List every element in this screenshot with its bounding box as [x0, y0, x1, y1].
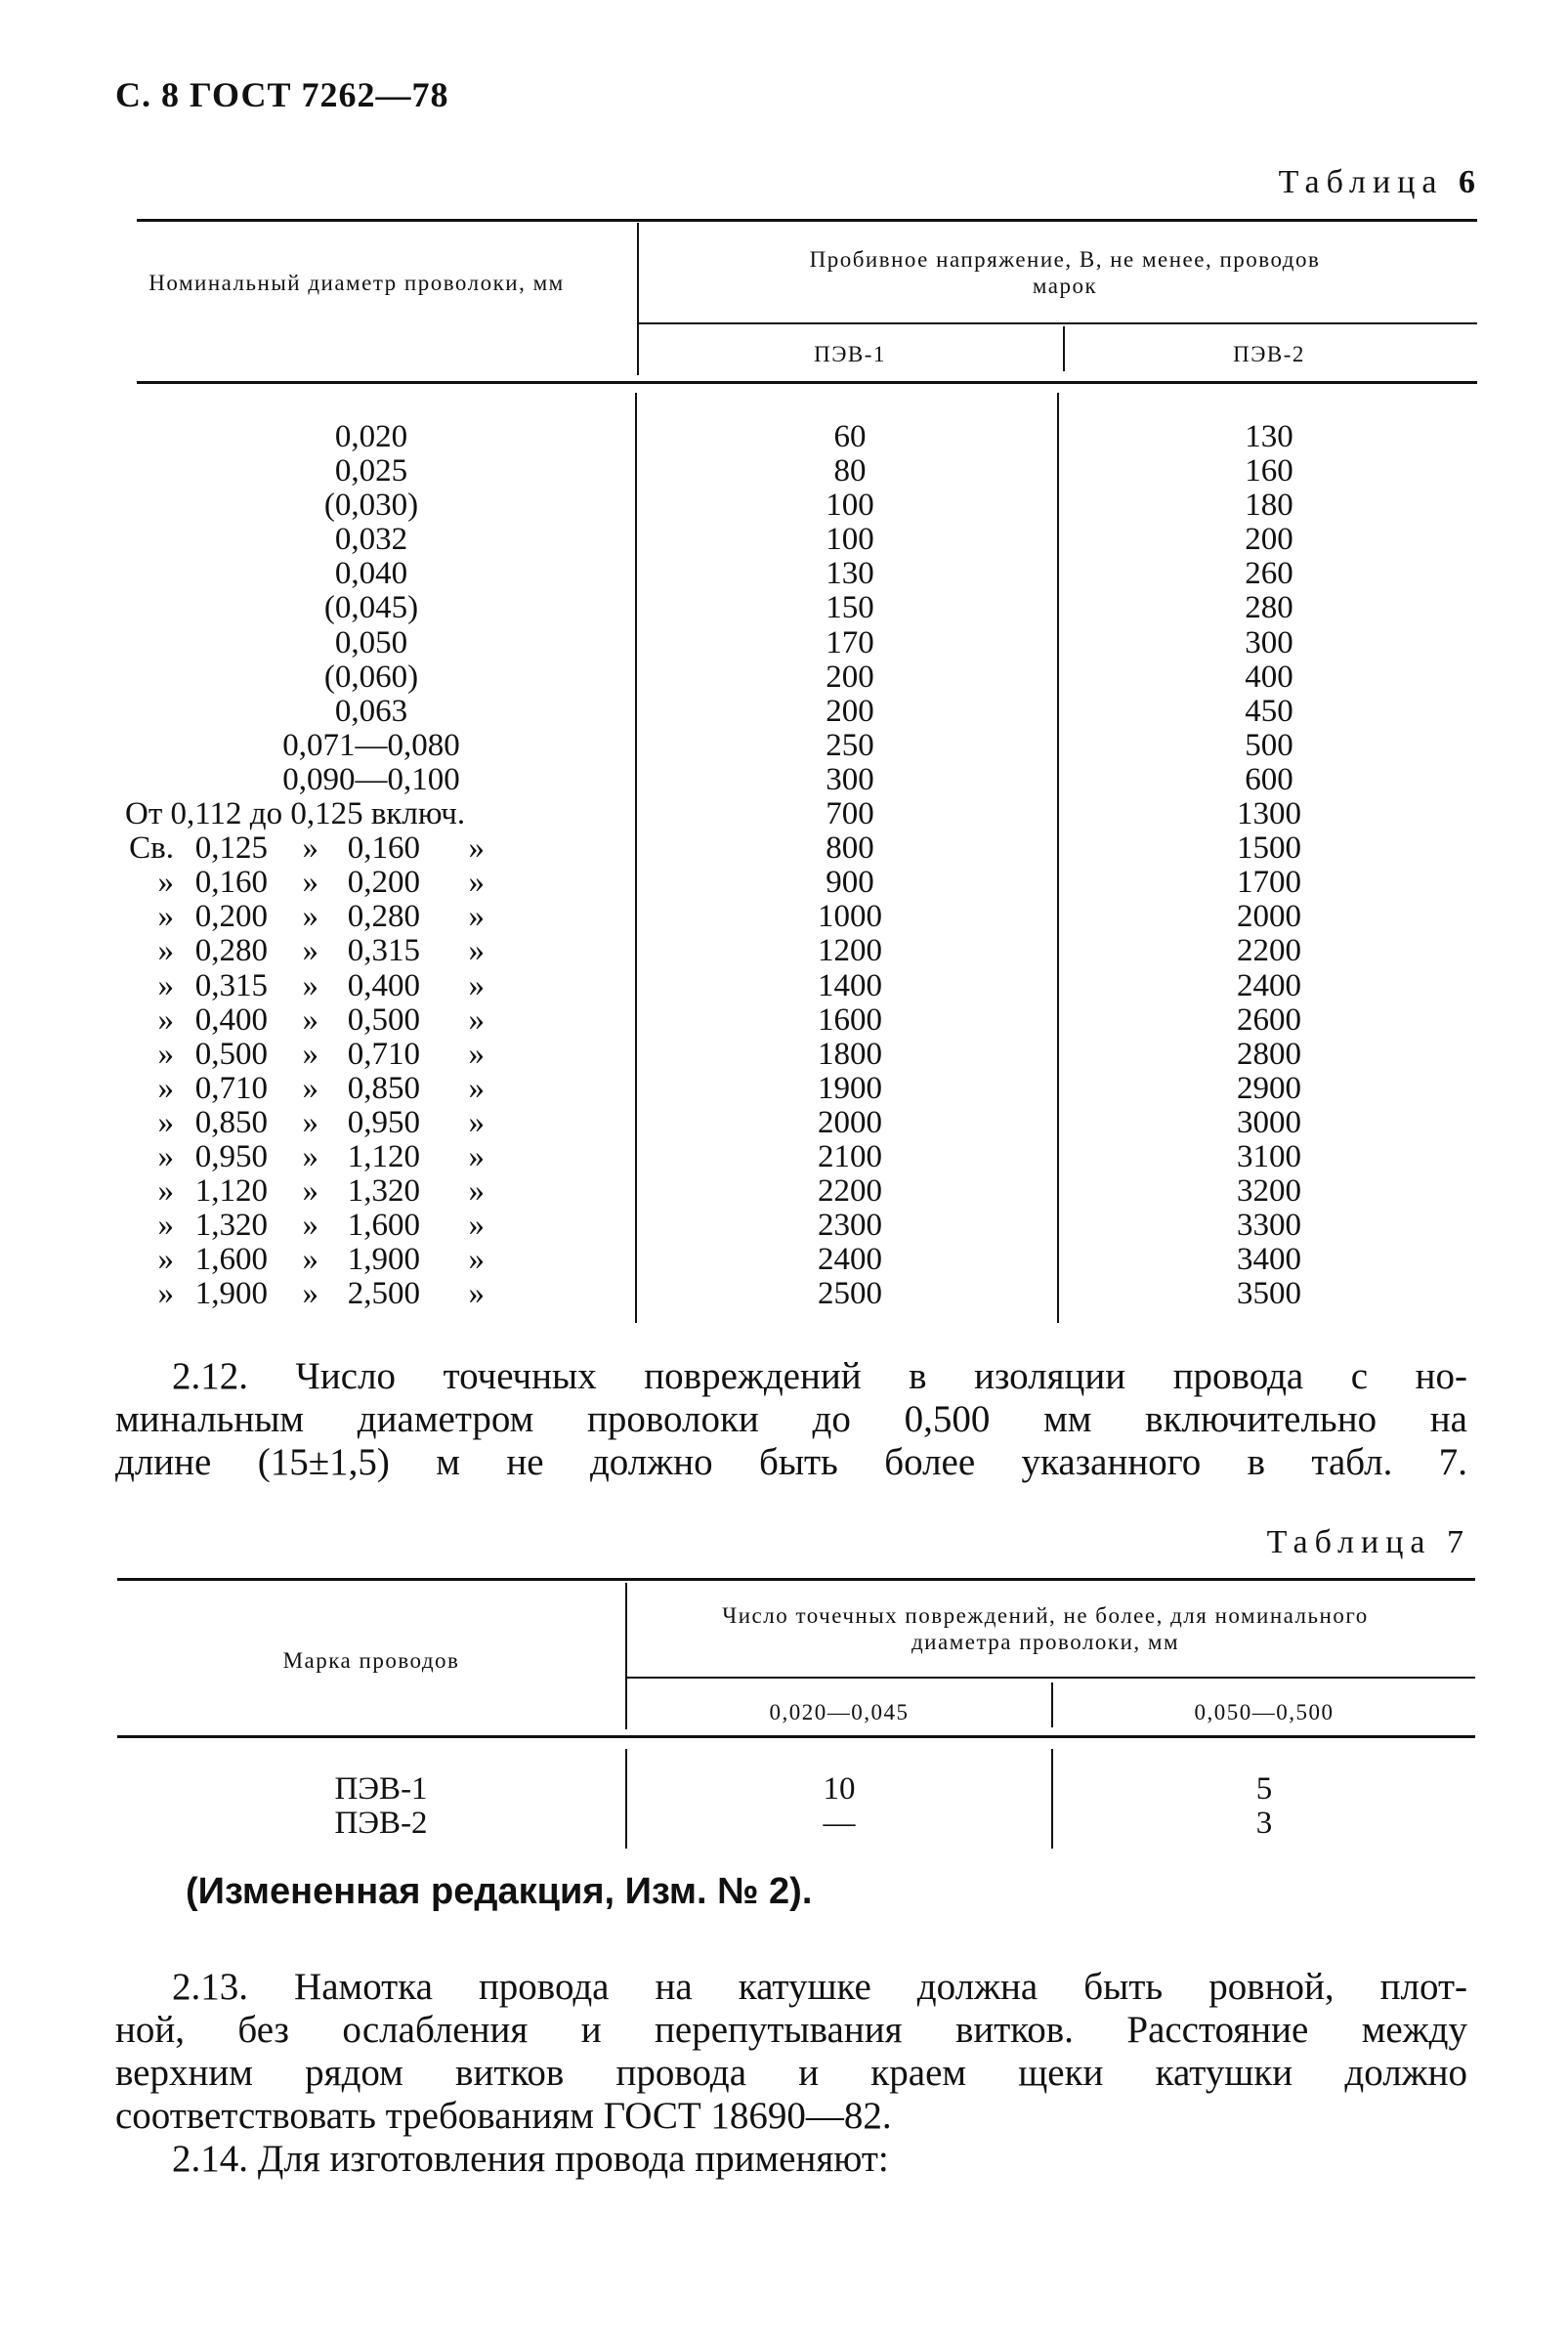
- table7-cell-range2: 3: [1255, 1806, 1273, 1842]
- table6-subheader-vline: [1063, 326, 1065, 371]
- table6-cell-pev2: 600: [1245, 761, 1293, 797]
- table7-cell-brand: ПЭВ-2: [334, 1806, 428, 1842]
- table6-cell-pev1: 1000: [818, 899, 882, 935]
- table6-cell-pev2: 2800: [1237, 1036, 1301, 1072]
- paragraph-line: ной, без ослабления и перепутывания витков. Расстояние между: [115, 2009, 1467, 2051]
- table7-header-bottom-rule: [117, 1735, 1475, 1738]
- ditto-mark: »: [302, 1138, 318, 1174]
- ditto-mark: »: [468, 1208, 485, 1244]
- table6-row-diameter: (0,030): [323, 488, 419, 524]
- paragraph-line: 2.14. Для изготовления провода применяют:: [172, 2138, 889, 2180]
- table6-row-diameter-range: [117, 1174, 606, 1209]
- table6-cell-pev2: 1500: [1237, 830, 1301, 867]
- table6-header-bottom-rule: [137, 381, 1477, 384]
- table6-cell-pev1: 1200: [818, 933, 882, 969]
- table6-row-diameter: 0,063: [334, 693, 408, 729]
- page-header: С. 8 ГОСТ 7262—78: [115, 75, 449, 114]
- ditto-mark: »: [468, 865, 485, 901]
- table6-row-diameter-range: [117, 1072, 606, 1106]
- range-to: 0,400: [347, 967, 420, 1003]
- range-prefix: Св.: [129, 830, 174, 867]
- range-from: 0,160: [194, 865, 268, 901]
- range-from: 0,125: [194, 830, 268, 867]
- table7-cell-range1: 10: [823, 1771, 856, 1807]
- range-from: 0,200: [194, 899, 268, 935]
- ditto-mark: »: [302, 1173, 318, 1210]
- table6-caption: [1153, 164, 1475, 201]
- table6-subheader-rule: [639, 322, 1477, 324]
- ditto-mark: »: [302, 1242, 318, 1278]
- table6-cell-pev1: 2300: [818, 1208, 882, 1244]
- table6-cell-pev1: 200: [826, 693, 874, 729]
- table6-cell-pev1: 170: [826, 624, 874, 660]
- table7-brand-column: [195, 1772, 567, 1841]
- paragraph-line: соответствовать требованиям ГОСТ 18690—82.: [115, 2095, 892, 2137]
- table6-cell-pev2: 450: [1245, 693, 1293, 729]
- ditto-mark: »: [157, 1070, 174, 1106]
- table6-cell-pev2: 3300: [1237, 1208, 1301, 1244]
- ditto-mark: »: [302, 1070, 318, 1106]
- ditto-mark: »: [157, 1036, 174, 1072]
- table6-row-diameter-range: [117, 1277, 606, 1311]
- table6-cell-pev2: 300: [1245, 624, 1293, 660]
- table7-subheader-rule: [627, 1677, 1475, 1679]
- range-to: 0,315: [347, 933, 420, 969]
- range-from: 1,600: [194, 1242, 268, 1278]
- table6-row-diameter-range: [117, 1106, 606, 1140]
- range-to: 0,950: [347, 1104, 420, 1140]
- paragraph-2-14: [115, 2138, 1467, 2181]
- ditto-mark: »: [468, 899, 485, 935]
- ditto-mark: »: [157, 1276, 174, 1312]
- table6-row-diameter-range: [117, 969, 606, 1003]
- table6-cell-pev1: 150: [826, 590, 874, 626]
- ditto-mark: »: [468, 1173, 485, 1210]
- table7-col-range2-header: 0,050—0,500: [1194, 1700, 1335, 1724]
- range-to: 0,850: [347, 1070, 420, 1106]
- table6-caption-number: 6: [1459, 164, 1475, 200]
- ditto-mark: »: [302, 899, 318, 935]
- range-to: 0,710: [347, 1036, 420, 1072]
- table6-row-diameter: 0,025: [334, 453, 408, 489]
- table6-cell-pev1: 700: [826, 796, 874, 832]
- range-to: 1,900: [347, 1242, 420, 1278]
- table6-cell-pev1: 200: [826, 659, 874, 695]
- table6-row-diameter: 0,071—0,080: [282, 727, 460, 763]
- table6-row-diameter: (0,060): [323, 659, 419, 695]
- table7-range2-column: [1057, 1772, 1471, 1841]
- table6-cell-pev2: 400: [1245, 659, 1293, 695]
- paragraph-line: минальным диаметром проволоки до 0,500 мм включительно на: [115, 1398, 1467, 1440]
- table6-cell-pev2: 200: [1245, 522, 1293, 558]
- table6-cell-pev1: 1400: [818, 967, 882, 1003]
- range-from: 0,400: [194, 1001, 268, 1038]
- table6-top-rule: [137, 219, 1477, 222]
- table6-row-diameter: 0,090—0,100: [282, 761, 460, 797]
- table6-cell-pev1: 100: [826, 488, 874, 524]
- paragraph-2-13: [115, 1966, 1467, 2138]
- table6-cell-pev2: 2400: [1237, 967, 1301, 1003]
- range-to: 0,500: [347, 1001, 420, 1038]
- table7-top-rule: [117, 1578, 1475, 1581]
- paragraph-line: длине (15±1,5) м не должно быть более указанного в табл. 7.: [115, 1441, 1467, 1483]
- ditto-mark: »: [157, 1173, 174, 1210]
- table7-cell-range2: 5: [1255, 1771, 1273, 1807]
- ditto-mark: »: [302, 1001, 318, 1038]
- range-from: 0,950: [194, 1138, 268, 1174]
- table7-col-range1-header: 0,020—0,045: [769, 1700, 910, 1724]
- table6-cell-pev2: 2000: [1237, 899, 1301, 935]
- table7-caption-word: Таблица: [1266, 1524, 1432, 1560]
- range-to: 1,120: [347, 1138, 420, 1174]
- table7-cell-brand: ПЭВ-1: [334, 1771, 428, 1807]
- ditto-mark: »: [157, 1001, 174, 1038]
- range-to: 0,200: [347, 865, 420, 901]
- table6-col-pev1-header: ПЭВ-1: [814, 342, 886, 366]
- ditto-mark: »: [468, 1276, 485, 1312]
- table6-header-vline: [637, 223, 639, 375]
- table7-caption-number: 7: [1447, 1524, 1470, 1560]
- table6-cell-pev1: 2500: [818, 1276, 882, 1312]
- paragraph-2-12: [115, 1355, 1467, 1484]
- table6-col-voltage-header: Пробивное напряжение, В, не менее, проводов марок: [809, 247, 1321, 298]
- range-from: 0,500: [194, 1036, 268, 1072]
- ditto-mark: »: [302, 830, 318, 867]
- table6-cell-pev2: 3400: [1237, 1242, 1301, 1278]
- table6-cell-pev2: 1700: [1237, 865, 1301, 901]
- ditto-mark: »: [157, 865, 174, 901]
- ditto-mark: »: [157, 899, 174, 935]
- table6-cell-pev2: 180: [1245, 488, 1293, 524]
- table6-body-vline-1: [635, 393, 637, 1323]
- table6-cell-pev1: 2400: [818, 1242, 882, 1278]
- ditto-mark: »: [302, 1208, 318, 1244]
- table6-cell-pev2: 2900: [1237, 1070, 1301, 1106]
- table6-cell-pev2: 500: [1245, 727, 1293, 763]
- ditto-mark: »: [468, 1104, 485, 1140]
- table7-header-vline: [625, 1583, 627, 1729]
- paragraph-line: 2.12. Число точечных повреждений в изоляции провода с но-: [172, 1355, 1467, 1397]
- table6-row-diameter-range: [117, 831, 606, 866]
- ditto-mark: »: [157, 1104, 174, 1140]
- table6-cell-pev1: 2000: [818, 1104, 882, 1140]
- ditto-mark: »: [468, 967, 485, 1003]
- range-to: 1,600: [347, 1208, 420, 1244]
- ditto-mark: »: [468, 933, 485, 969]
- table6-row-diameter: 0,040: [334, 556, 408, 592]
- table6-row-diameter-range: [117, 1243, 606, 1277]
- ditto-mark: »: [302, 933, 318, 969]
- table6-row-diameter-range: [117, 900, 606, 934]
- table6-cell-pev1: 80: [833, 453, 867, 489]
- table6-cell-pev1: 900: [826, 865, 874, 901]
- table6-cell-pev1: 300: [826, 761, 874, 797]
- paragraph-line: верхним рядом витков провода и краем щеки катушки должно: [115, 2052, 1467, 2094]
- ditto-mark: »: [302, 1276, 318, 1312]
- table6-cell-pev1: 2200: [818, 1173, 882, 1210]
- table6-cell-pev2: 3100: [1237, 1138, 1301, 1174]
- table6-body-vline-2: [1057, 393, 1059, 1323]
- range-from: 0,315: [194, 967, 268, 1003]
- range-from: 1,320: [194, 1208, 268, 1244]
- table7-caption: [1123, 1524, 1470, 1561]
- range-from: 0,710: [194, 1070, 268, 1106]
- table7-col-brand-header: Марка проводов: [282, 1648, 460, 1673]
- ditto-mark: »: [468, 1138, 485, 1174]
- table6-cell-pev2: 260: [1245, 556, 1293, 592]
- table6-row-diameter-range: [117, 1140, 606, 1174]
- table6-row-diameter-range: [117, 1209, 606, 1243]
- table6-diameter-column: [117, 420, 606, 1311]
- ditto-mark: »: [157, 967, 174, 1003]
- range-to: 1,320: [347, 1173, 420, 1210]
- ditto-mark: »: [468, 830, 485, 867]
- ditto-mark: »: [468, 1070, 485, 1106]
- table6-pev2-column: [1069, 420, 1469, 1311]
- ditto-mark: »: [157, 1242, 174, 1278]
- table7-range1-column: [631, 1772, 1047, 1841]
- ditto-mark: »: [468, 1036, 485, 1072]
- ditto-mark: »: [157, 1208, 174, 1244]
- table6-cell-pev1: 250: [826, 727, 874, 763]
- table6-cell-pev2: 280: [1245, 590, 1293, 626]
- table6-cell-pev1: 2100: [818, 1138, 882, 1174]
- table6-row-diameter: 0,032: [334, 522, 408, 558]
- table7-cell-range1: —: [823, 1806, 856, 1842]
- table6-cell-pev1: 800: [826, 830, 874, 867]
- table6-row-diameter: 0,050: [334, 624, 408, 660]
- range-to: 2,500: [347, 1276, 420, 1312]
- range-to: 0,280: [347, 899, 420, 935]
- ditto-mark: »: [302, 1036, 318, 1072]
- paragraph-line: 2.13. Намотка провода на катушке должна быть ровной, плот-: [172, 1966, 1467, 2008]
- table6-pev1-column: [645, 420, 1055, 1311]
- table6-row-diameter-range: [117, 934, 606, 968]
- table6-row-diameter: От 0,112 до 0,125 включ.: [125, 796, 466, 832]
- table6-cell-pev2: 2200: [1237, 933, 1301, 969]
- table6-caption-word: Таблица: [1278, 164, 1444, 200]
- ditto-mark: »: [302, 1104, 318, 1140]
- table6-cell-pev1: 1600: [818, 1001, 882, 1038]
- table6-cell-pev2: 2600: [1237, 1001, 1301, 1038]
- table6-cell-pev1: 1800: [818, 1036, 882, 1072]
- table6-col-pev2-header: ПЭВ-2: [1233, 342, 1305, 366]
- ditto-mark: »: [302, 967, 318, 1003]
- table6-row-diameter-range: [117, 1038, 606, 1072]
- table7-col-count-header: Число точечных повреждений, не более, для номинального диаметра проволоки, мм: [722, 1603, 1369, 1654]
- range-from: 1,900: [194, 1276, 268, 1312]
- table6-cell-pev2: 130: [1245, 419, 1293, 454]
- range-from: 1,120: [194, 1173, 268, 1210]
- ditto-mark: »: [468, 1001, 485, 1038]
- table6-row-diameter: 0,020: [334, 419, 408, 454]
- table6-cell-pev1: 130: [826, 556, 874, 592]
- table7-body-vline-2: [1051, 1749, 1053, 1849]
- range-from: 0,280: [194, 933, 268, 969]
- table7-body-vline-1: [625, 1749, 627, 1849]
- table7-subheader-vline: [1051, 1682, 1053, 1727]
- ditto-mark: »: [468, 1242, 485, 1278]
- table6-row-diameter-range: [117, 1003, 606, 1038]
- table6-cell-pev1: 60: [833, 419, 867, 454]
- table6-cell-pev1: 1900: [818, 1070, 882, 1106]
- table6-row-diameter-range: [117, 866, 606, 900]
- table6-col-diameter-header: Номинальный диаметр проволоки, мм: [148, 271, 565, 295]
- ditto-mark: »: [157, 1138, 174, 1174]
- ditto-mark: »: [302, 865, 318, 901]
- table6-cell-pev2: 3200: [1237, 1173, 1301, 1210]
- table6-cell-pev2: 1300: [1237, 796, 1301, 832]
- table6-cell-pev2: 3000: [1237, 1104, 1301, 1140]
- table6-row-diameter: (0,045): [323, 590, 419, 626]
- range-to: 0,160: [347, 830, 420, 867]
- table6-cell-pev2: 160: [1245, 453, 1293, 489]
- table6-cell-pev1: 100: [826, 522, 874, 558]
- range-from: 0,850: [194, 1104, 268, 1140]
- amendment-note: (Измененная редакция, Изм. № 2).: [186, 1871, 813, 1912]
- ditto-mark: »: [157, 933, 174, 969]
- table6-cell-pev2: 3500: [1237, 1276, 1301, 1312]
